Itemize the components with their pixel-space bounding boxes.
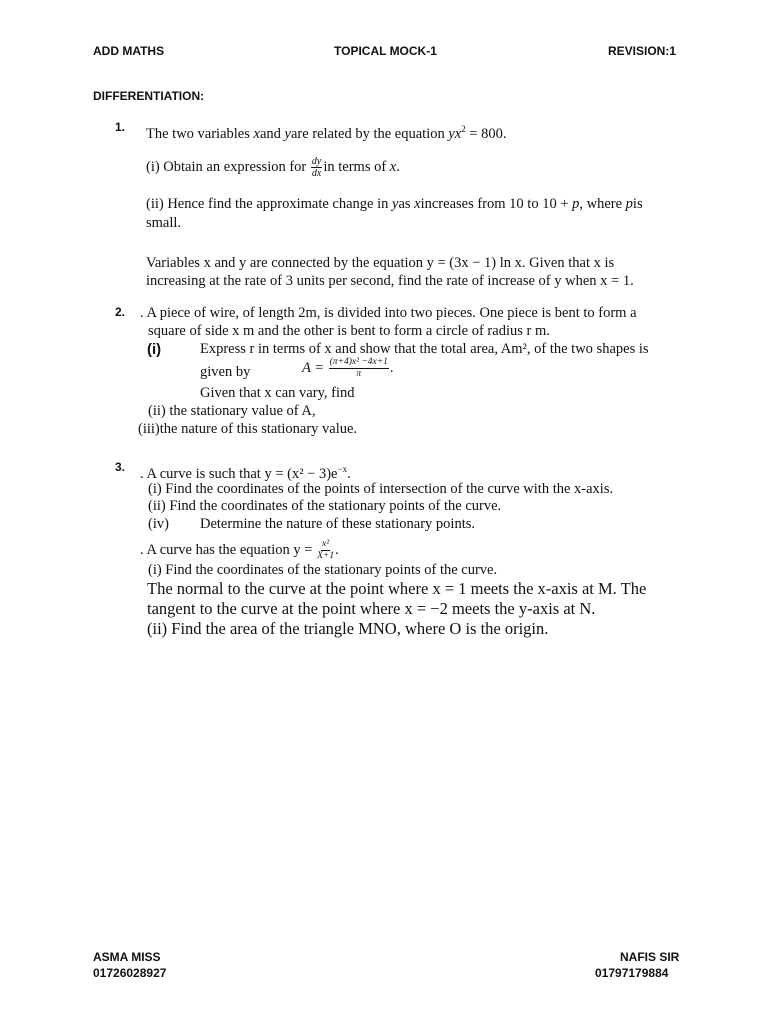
question-3-number: 3. bbox=[115, 460, 126, 474]
footer-right-name: NAFIS SIR bbox=[620, 950, 680, 964]
q3-curve-2-part-i: (i) Find the coordinates of the stationary points of the curve. bbox=[148, 562, 498, 578]
q2-line-2: square of side x m and the other is bent to form a circle of radius r m. bbox=[148, 323, 550, 339]
q2-line-1: . A piece of wire, of length 2m, is divided into two pieces. One piece is bent to form a bbox=[140, 305, 637, 321]
q3-area-question: (ii) Find the area of the triangle MNO, where O is the origin. bbox=[147, 619, 549, 638]
q1-variables-line-2: increasing at the rate of 3 units per second, find the rate of increase of y when x = 1. bbox=[146, 273, 634, 289]
header-subject: ADD MATHS bbox=[93, 44, 165, 58]
q3-curve-2: . A curve has the equation y = $\frac{\text{x²}}{X+1}$ . bbox=[140, 539, 339, 561]
q3-part-iv-text: Determine the nature of these stationary points. bbox=[200, 516, 476, 532]
footer-right-phone: 01797179884 bbox=[595, 966, 669, 980]
q2-part-ii: (ii) the stationary value of A, bbox=[148, 403, 316, 419]
dy-dx-fraction: $\frac{dy}{dx}$ bbox=[311, 156, 322, 179]
q2-part-i-text: Express r in terms of x and show that the total area, Am², of the two shapes is bbox=[200, 341, 649, 357]
q1-part-ii: (ii) Hence find the approximate change in yas xincreases from 10 to 10 + p, where pis bbox=[146, 196, 643, 212]
footer-left-name: ASMA MISS bbox=[93, 950, 161, 964]
q1-line-1: The two variables xand yare related by the equation $yx^2 = 800$. bbox=[146, 124, 507, 142]
section-title: DIFFERENTIATION: bbox=[93, 89, 205, 103]
q2-part-iii: (iii)the nature of this stationary value. bbox=[138, 421, 358, 437]
q3-part-ii: (ii) Find the coordinates of the stationary points of the curve. bbox=[148, 498, 502, 514]
q1-variables-line-1: Variables x and y are connected by the equation y = (3x − 1) ln x. Given that x is bbox=[146, 255, 615, 271]
q2-given-vary: Given that x can vary, find bbox=[200, 385, 355, 401]
question-2-number: 2. bbox=[115, 305, 126, 319]
question-1-number: 1. bbox=[115, 120, 126, 134]
q3-part-i: (i) Find the coordinates of the points of intersection of the curve with the x-axis. bbox=[148, 481, 614, 497]
q3-part-iv-label: (iv) bbox=[148, 516, 169, 532]
footer-left-phone: 01726028927 bbox=[93, 966, 167, 980]
q2-part-i-label: (i) bbox=[147, 341, 162, 358]
q1-part-ii-cont: small. bbox=[146, 215, 182, 231]
header-mock-title: TOPICAL MOCK-1 bbox=[334, 44, 437, 58]
q1-part-i: (i) Obtain an expression for $\frac{dy}{dx}$ in terms of x. bbox=[146, 156, 400, 179]
q2-area-formula: A = $\frac{\text{(π+4)x² −4x+1}}{\pi}$ . bbox=[302, 357, 394, 379]
q2-given-by: given by bbox=[200, 364, 251, 380]
header-revision: REVISION:1 bbox=[608, 44, 677, 58]
q3-normal-line: The normal to the curve at the point where x = 1 meets the x-axis at M. The bbox=[147, 579, 647, 598]
q3-tangent-line: tangent to the curve at the point where x = −2 meets the y-axis at N. bbox=[147, 599, 596, 618]
q3-line-1: . A curve is such that $y = (x^2 - 3)e^{-x}$. bbox=[140, 464, 351, 482]
